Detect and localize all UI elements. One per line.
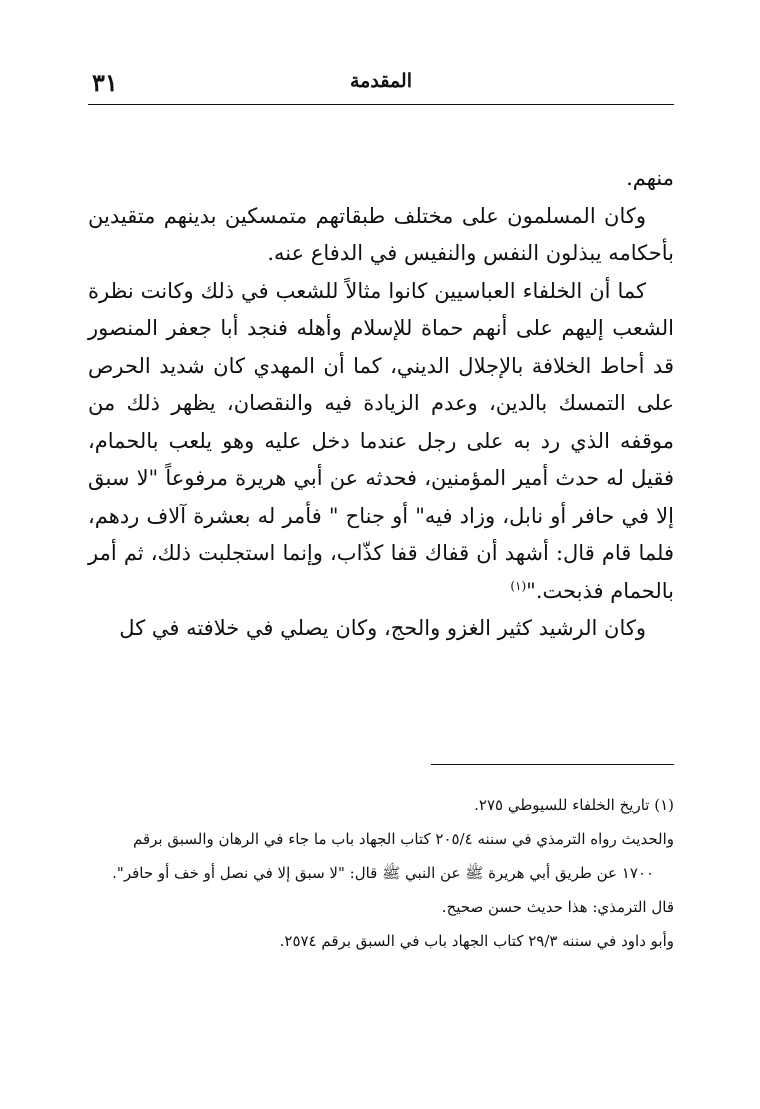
header-rule (88, 104, 674, 105)
paragraph-2-text: كما أن الخلفاء العباسيين كانوا مثالاً للشعب في ذلك وكانت نظرة الشعب إليهم على أنهم حماة للإسلام وأهله فنجد أبا جعفر المنصور قد أحاط الخلافة بالإجلال الديني، كما أن المهدي كان شديد الحرص على التمسك بالدين، وعدم الزيادة فيه والنقصان، يظهر ذلك من موقفه الذي رد به على رجل عندما دخل عليه وهو يلعب بالحمام، فقيل له حدث أمير المؤمنين، فحدثه عن أبي هريرة مرفوعاً "لا سبق إلا في حافر أو نابل، وزاد فيه" أو جناح " فأمر له بعشرة آلاف ردهم، فلما قام قال: أشهد أن قفاك قفا كذّاب، وإنما استجلبت ذلك، ثم أمر بالحمام فذبحت." (88, 278, 674, 603)
paragraph-3: وكان الرشيد كثير الغزو والحج، وكان يصلي في خلافته في كل (119, 616, 646, 640)
footnote-reference: (١) (510, 578, 527, 593)
main-text (88, 160, 674, 648)
footnotes (88, 788, 674, 958)
footnote-2-line-2: ١٧٠٠ عن طريق أبي هريرة ﷺ عن النبي ﷺ قال: "لا سبق إلا في نصل أو خف أو حافر". (112, 864, 654, 882)
footnote-4: وأبو داود في سننه ٢٩/٣ كتاب الجهاد باب في السبق برقم ٢٥٧٤. (279, 932, 674, 950)
footnote-2-line-1: والحديث رواه الترمذي في سننه ٢٠٥/٤ كتاب الجهاد باب ما جاء في الرهان والسبق برقم (132, 830, 674, 848)
running-title: المقدمة (349, 70, 412, 92)
page-header (88, 66, 674, 102)
paragraph-1: وكان المسلمون على مختلف طبقاتهم متمسكين بدينهم متقيدين بأحكامه يبذلون النفس والنفيس في الدفاع عنه. (88, 203, 674, 265)
footnote-rule (431, 764, 674, 765)
paragraph-0: منهم. (626, 166, 674, 190)
paragraph-2 (88, 273, 674, 611)
footnote-3: قال الترمذي: هذا حديث حسن صحيح. (441, 898, 674, 916)
footnote-1: (١) تاريخ الخلفاء للسيوطي ٢٧٥. (474, 796, 674, 814)
page-number: ٣١ (92, 68, 118, 97)
